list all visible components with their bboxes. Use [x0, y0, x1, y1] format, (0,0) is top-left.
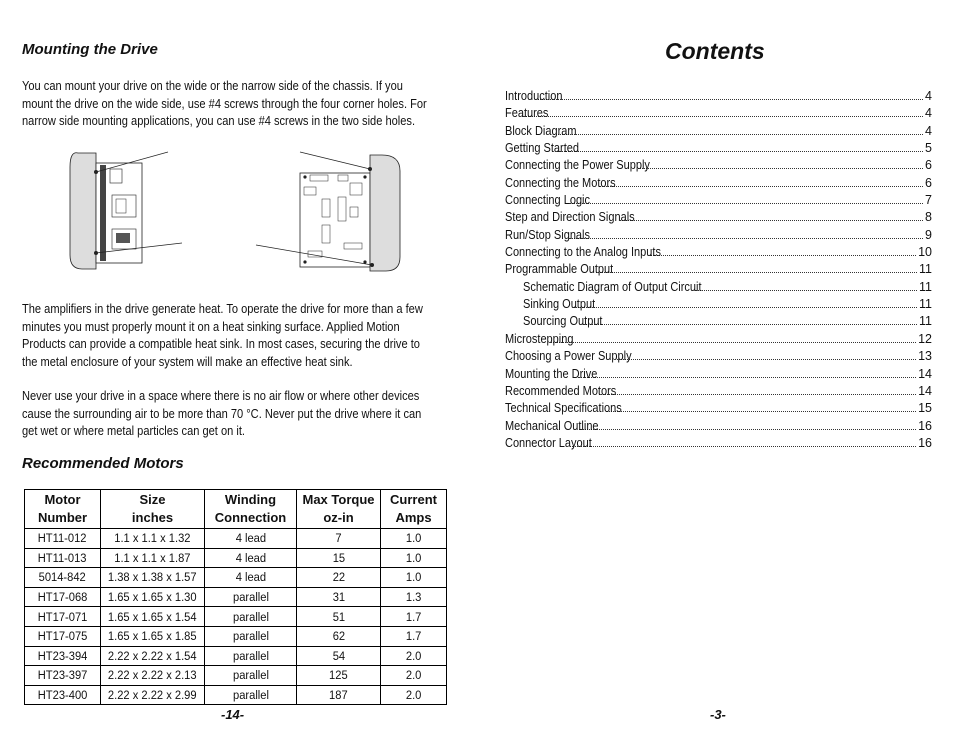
right-page — [477, 0, 954, 738]
toc-entry-label: Schematic Diagram of Output Circuit — [523, 279, 702, 294]
text-line: the metal enclosure of your system will make an effective heat sink. — [22, 354, 353, 369]
table-cell: 1.0 — [381, 568, 447, 588]
table-cell: 31 — [297, 587, 381, 607]
table-cell: 62 — [297, 626, 381, 646]
table-of-contents — [505, 89, 932, 453]
toc-entry[interactable] — [505, 297, 932, 314]
toc-entry[interactable] — [505, 158, 932, 175]
toc-entry-label: Recommended Motors — [505, 383, 617, 398]
header-size: Size inches — [101, 490, 205, 529]
header-motor-number: Motor Number — [25, 490, 101, 529]
table-cell: 1.1 x 1.1 x 1.32 — [101, 529, 205, 549]
toc-entry[interactable] — [505, 419, 932, 436]
toc-leader-dots — [617, 358, 916, 360]
page-number-left: -14- — [221, 707, 245, 722]
toc-leader-dots — [579, 428, 916, 430]
toc-entry[interactable] — [505, 141, 932, 158]
text-line: Products can provide a compatible heat sink. In most cases, securing the drive to — [22, 337, 420, 351]
table-cell: 1.0 — [381, 548, 447, 568]
toc-entry-page: 16 — [918, 418, 932, 433]
text-line: You can mount your drive on the wide or the narrow side of the chassis. If you — [22, 79, 403, 93]
toc-entry-label: Block Diagram — [505, 123, 577, 138]
toc-entry-label: Getting Started — [505, 141, 579, 156]
toc-entry-page: 15 — [918, 401, 932, 416]
toc-entry-page: 4 — [925, 123, 932, 138]
toc-entry-page: 16 — [918, 435, 932, 450]
table-cell: HT23-394 — [25, 646, 101, 666]
airflow-paragraph — [22, 388, 453, 441]
table-cell: HT17-071 — [25, 607, 101, 627]
toc-entry-page: 4 — [925, 106, 932, 121]
toc-leader-dots — [522, 115, 923, 117]
toc-entry[interactable] — [505, 349, 932, 366]
table-row — [25, 607, 447, 627]
toc-entry[interactable] — [505, 280, 932, 297]
toc-leader-dots — [620, 219, 923, 221]
toc-entry-label: Mounting the Drive — [505, 366, 598, 381]
table-cell: 5014-842 — [25, 568, 101, 588]
table-cell: 4 lead — [205, 529, 297, 549]
table-cell: HT11-013 — [25, 548, 101, 568]
toc-entry-page: 11 — [919, 314, 932, 329]
toc-leader-dots — [572, 445, 917, 447]
toc-entry-label: Introduction — [505, 89, 563, 103]
toc-leader-dots — [578, 376, 916, 378]
toc-entry-label: Technical Specifications — [505, 401, 622, 416]
toc-leader-dots — [538, 98, 923, 100]
toc-leader-dots — [599, 393, 916, 395]
toc-entry-page: 4 — [925, 89, 932, 103]
toc-leader-dots — [554, 133, 923, 135]
toc-entry-label: Run/Stop Signals — [505, 227, 591, 242]
toc-entry-page: 13 — [918, 349, 932, 364]
table-cell: 2.22 x 2.22 x 1.54 — [101, 646, 205, 666]
table-cell: 125 — [297, 666, 381, 686]
toc-entry-label: Step and Direction Signals — [505, 210, 635, 225]
table-row — [25, 646, 447, 666]
toc-leader-dots — [569, 237, 923, 239]
table-cell: 4 lead — [205, 548, 297, 568]
text-line: The amplifiers in the drive generate heat. To operate the drive for more than a few — [22, 302, 423, 316]
table-cell: HT11-012 — [25, 529, 101, 549]
text-line: Never use your drive in a space where there is no air flow or where other devices — [22, 389, 420, 403]
toc-entry[interactable] — [505, 245, 932, 262]
toc-leader-dots — [606, 410, 917, 412]
table-header-row — [25, 490, 447, 529]
mounting-heading: Mounting the Drive — [22, 41, 158, 58]
toc-leader-dots — [569, 202, 923, 204]
toc-entry-page: 14 — [918, 383, 932, 398]
table-cell: parallel — [205, 587, 297, 607]
table-cell: 187 — [297, 685, 381, 705]
table-cell: 22 — [297, 568, 381, 588]
toc-entry[interactable] — [505, 89, 932, 106]
toc-entry-label: Mechanical Outline — [505, 418, 599, 433]
toc-entry[interactable] — [505, 124, 932, 141]
toc-entry-label: Sinking Output — [523, 297, 596, 312]
toc-leader-dots — [599, 185, 923, 187]
table-cell: HT23-397 — [25, 666, 101, 686]
table-cell: 1.65 x 1.65 x 1.54 — [101, 607, 205, 627]
table-cell: 1.1 x 1.1 x 1.87 — [101, 548, 205, 568]
table-cell: 7 — [297, 529, 381, 549]
toc-entry[interactable] — [505, 332, 932, 349]
toc-entry-page: 11 — [919, 297, 932, 312]
toc-leader-dots — [596, 271, 917, 273]
toc-entry-page: 11 — [919, 262, 932, 277]
text-line: minutes you must properly mount it on a heat sinking surface. Applied Motion — [22, 319, 400, 334]
table-row — [25, 587, 447, 607]
text-line: get wet or where metal particles can get on it. — [22, 424, 245, 438]
table-row — [25, 548, 447, 568]
header-winding: Winding Connection — [205, 490, 297, 529]
table-cell: 1.65 x 1.65 x 1.85 — [101, 626, 205, 646]
toc-entry-page: 6 — [925, 175, 932, 190]
table-cell: 2.22 x 2.22 x 2.13 — [101, 666, 205, 686]
toc-entry-page: 5 — [925, 141, 932, 156]
toc-entry-label: Connecting to the Analog Inputs — [505, 245, 661, 260]
table-row — [25, 568, 447, 588]
table-cell: parallel — [205, 626, 297, 646]
table-cell: 51 — [297, 607, 381, 627]
wide-mount-illustration — [256, 152, 400, 271]
toc-entry-label: Choosing a Power Supply — [505, 349, 632, 364]
toc-entry[interactable] — [505, 176, 932, 193]
toc-entry[interactable] — [505, 314, 932, 331]
text-line: mount the drive on the wide side, use #4 screws through the four corner holes. For — [22, 96, 427, 111]
table-cell: 2.0 — [381, 666, 447, 686]
toc-entry-page: 8 — [925, 210, 932, 225]
table-cell: 15 — [297, 548, 381, 568]
table-cell: parallel — [205, 666, 297, 686]
table-cell: HT17-075 — [25, 626, 101, 646]
motors-table — [24, 489, 447, 705]
toc-entry-page: 14 — [918, 366, 932, 381]
table-row — [25, 685, 447, 705]
table-cell: 1.65 x 1.65 x 1.30 — [101, 587, 205, 607]
header-current: Current Amps — [381, 490, 447, 529]
table-row — [25, 529, 447, 549]
text-line: cause the surrounding air to be more than 70 °C. Never put the drive where it can — [22, 406, 422, 421]
table-cell: 1.3 — [381, 587, 447, 607]
toc-entry[interactable] — [505, 210, 932, 227]
table-row — [25, 626, 447, 646]
toc-entry-label: Connector Layout — [505, 435, 592, 450]
toc-entry-page: 6 — [925, 158, 932, 173]
toc-entry[interactable] — [505, 367, 932, 384]
toc-entry[interactable] — [505, 106, 932, 123]
toc-leader-dots — [551, 341, 916, 343]
toc-entry-page: 12 — [918, 331, 932, 346]
table-cell: HT23-400 — [25, 685, 101, 705]
table-row — [25, 666, 447, 686]
toc-entry[interactable] — [505, 401, 932, 418]
table-cell: 1.7 — [381, 607, 447, 627]
mounting-diagram — [60, 147, 405, 273]
motors-heading: Recommended Motors — [22, 455, 184, 472]
toc-entry-label: Connecting the Motors — [505, 175, 616, 190]
table-cell: 4 lead — [205, 568, 297, 588]
page-number-right: -3- — [710, 707, 726, 722]
heat-paragraph — [22, 301, 453, 371]
table-cell: parallel — [205, 685, 297, 705]
toc-leader-dots — [574, 306, 917, 308]
table-cell: 2.22 x 2.22 x 2.99 — [101, 685, 205, 705]
contents-title: Contents — [665, 38, 765, 64]
table-cell: 2.0 — [381, 685, 447, 705]
table-cell: HT17-068 — [25, 587, 101, 607]
mounting-paragraph — [22, 78, 453, 131]
toc-entry-page: 10 — [918, 245, 932, 260]
toc-entry[interactable] — [505, 436, 932, 453]
toc-entry-label: Connecting the Power Supply — [505, 158, 650, 173]
table-cell: parallel — [205, 646, 297, 666]
table-cell: 54 — [297, 646, 381, 666]
toc-entry-label: Microstepping — [505, 331, 574, 346]
toc-entry-page: 7 — [925, 193, 932, 208]
toc-leader-dots — [583, 323, 917, 325]
table-cell: 1.7 — [381, 626, 447, 646]
toc-leader-dots — [638, 167, 924, 169]
toc-entry-label: Programmable Output — [505, 262, 614, 277]
toc-entry[interactable] — [505, 262, 932, 279]
table-cell: 1.0 — [381, 529, 447, 549]
toc-entry[interactable] — [505, 228, 932, 245]
table-cell: parallel — [205, 607, 297, 627]
table-cell: 2.0 — [381, 646, 447, 666]
toc-entry-label: Sourcing Output — [523, 314, 603, 329]
toc-leader-dots — [695, 289, 917, 291]
toc-entry[interactable] — [505, 193, 932, 210]
toc-leader-dots — [557, 150, 923, 152]
toc-entry-label: Features — [505, 106, 549, 121]
table-cell: 1.38 x 1.38 x 1.57 — [101, 568, 205, 588]
toc-leader-dots — [650, 254, 916, 256]
narrow-mount-illustration — [70, 152, 182, 269]
toc-entry-page: 9 — [925, 227, 932, 242]
text-line: narrow side mounting applications, you can use #4 screws in the two side holes. — [22, 114, 416, 128]
header-max-torque: Max Torque oz-in — [297, 490, 381, 529]
toc-entry-page: 11 — [919, 279, 932, 294]
toc-entry-label: Connecting Logic — [505, 193, 591, 208]
toc-entry[interactable] — [505, 384, 932, 401]
